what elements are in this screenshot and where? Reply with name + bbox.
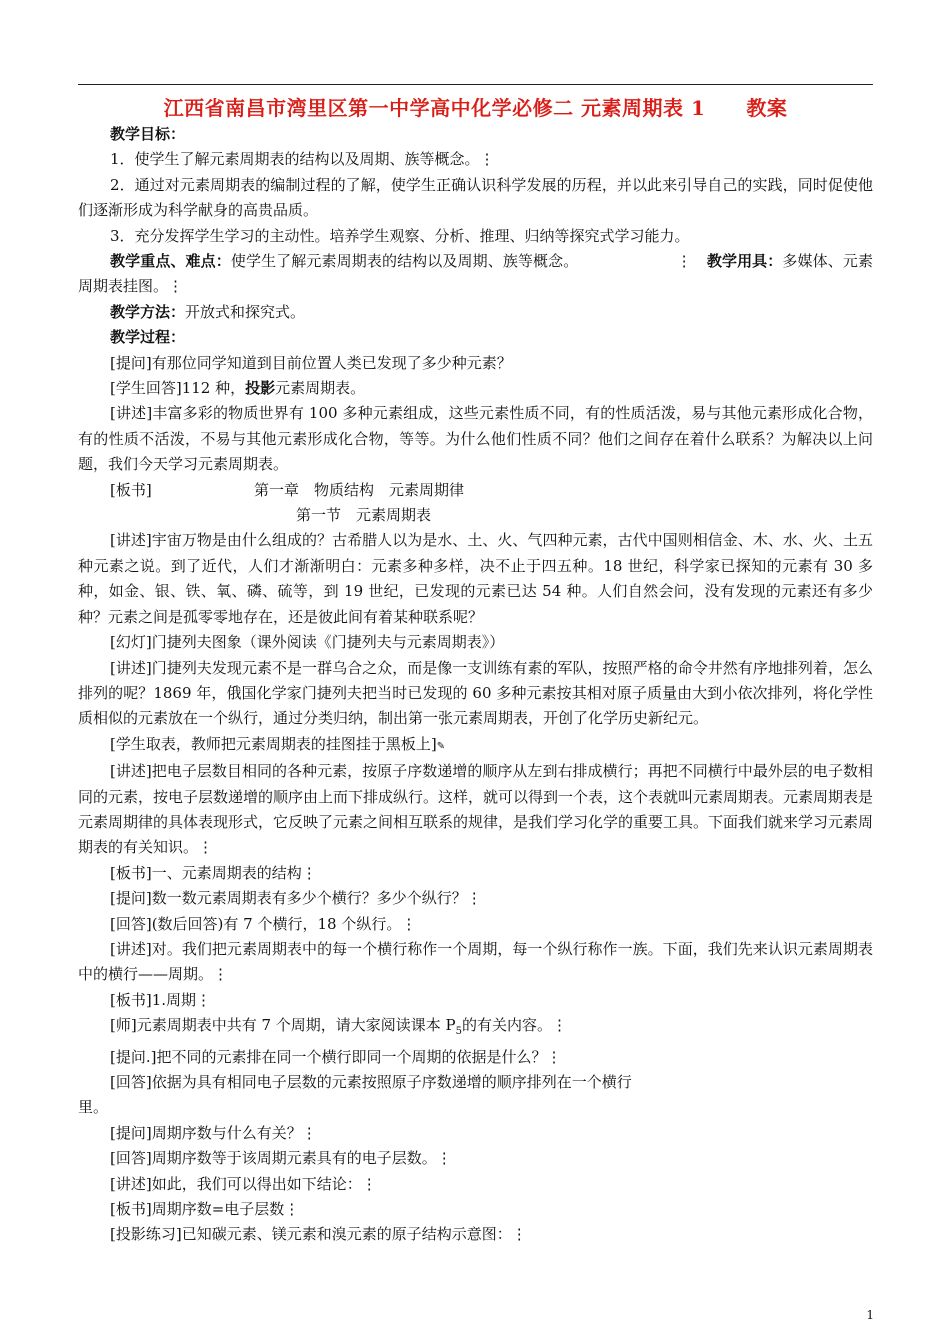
goal-3: 3．充分发挥学生学习的主动性。培养学生观察、分析、推理、归纳等探究式学习能力。 bbox=[110, 226, 690, 245]
line-question-3: [提问.]把不同的元素排在同一个横行即同一个周期的依据是什么？⋮ bbox=[110, 1047, 562, 1066]
line-lecture-2: [讲述]宇宙万物是由什么组成的？古希腊人以为是水、土、火、气四种元素，古代中国则相信金、木、水、火、土五种元素之说。到了近代，人们才渐渐明白：元素多种多样，决不止于四五种。18 世纪，科学家已探知的元素有 30 多种，如金、银、铁、氧、磷、硫等，到 19 世纪，已发现的元素已达 54 种。人们自然会问，没有发现的元素还有多少种？元素之间是孤零零地存在，还是彼此间有着某种联系呢？ bbox=[78, 531, 873, 626]
line-lecture-4: [讲述]把电子层数目相同的各种元素，按原子序数递增的顺序从左到右排成横行；再把不同横行中最外层的电子数相同的元素，按电子层数递增的顺序由上而下排成纵行。这样，就可以得到一个表，这个表就叫元素周期表。元素周期表是元素周期律的具体表现形式，它反映了元素之间相互联系的规律，是我们学习化学的重要工具。下面我们就来学习元素周期表的有关知识。⋮ bbox=[78, 762, 874, 857]
line-answer-4: [回答]周期序数等于该周期元素具有的电子层数。⋮ bbox=[110, 1149, 452, 1168]
key-points: 教学重点、难点：使学生了解元素周期表的结构以及周期、族等概念。 ⋮ 教学用具：多媒体、元素周期表挂图。⋮ bbox=[78, 252, 873, 296]
line-student-action: [学生取表，教师把元素周期表的挂图挂于黑板上]✎ bbox=[110, 734, 446, 753]
document-title: 江西省南昌市湾里区第一中学高中化学必修二 元素周期表 1 教案 bbox=[163, 96, 788, 120]
board-section: 第一节 元素周期表 bbox=[296, 506, 432, 525]
goals-heading: 教学目标： bbox=[110, 125, 186, 143]
header-rule bbox=[78, 84, 873, 85]
line-exercise: [投影练习]已知碳元素、镁元素和溴元素的原子结构示意图：⋮ bbox=[110, 1225, 527, 1244]
decorative-mark-icon: ✎ bbox=[436, 740, 446, 752]
goal-1: 1．使学生了解元素周期表的结构以及周期、族等概念。⋮ bbox=[110, 150, 495, 169]
line-question-4: [提问]周期序数与什么有关？⋮ bbox=[110, 1123, 317, 1142]
line-lecture-6: [讲述]如此，我们可以得出如下结论：⋮ bbox=[110, 1174, 377, 1193]
board-chapter: [板书] 第一章 物质结构 元素周期律 bbox=[110, 480, 465, 499]
line-board-period: [板书]1.周期⋮ bbox=[110, 990, 212, 1009]
teaching-method: 教学方法：开放式和探究式。 bbox=[110, 302, 306, 321]
line-question-1: [提问]有那位同学知道到目前位置人类已发现了多少种元素？ bbox=[110, 353, 512, 372]
document-body bbox=[78, 122, 873, 1248]
process-heading: 教学过程： bbox=[110, 328, 186, 347]
page-number: 1 bbox=[866, 1308, 874, 1322]
line-teacher: [师]元素周期表中共有 7 个周期，请大家阅读课本 $P_5$的有关内容。⋮ bbox=[110, 1016, 568, 1038]
line-answer-3b: 里。 bbox=[78, 1098, 109, 1117]
line-answer-3a: [回答]依据为具有相同电子层数的元素按照原子序数递增的顺序排列在一个横行 bbox=[110, 1073, 632, 1091]
line-board-structure: [板书]一、元素周期表的结构⋮ bbox=[110, 863, 317, 882]
goal-2: 2．通过对元素周期表的编制过程的了解，使学生正确认识科学发展的历程，并以此来引导自己的实践，同时促使他们逐渐形成为科学献身的高贵品质。 bbox=[78, 175, 873, 220]
line-question-2: [提问]数一数元素周期表有多少个横行？多少个纵行？⋮ bbox=[110, 889, 482, 908]
line-board-formula: [板书]周期序数=电子层数⋮ bbox=[110, 1200, 300, 1219]
line-lecture-3: [讲述]门捷列夫发现元素不是一群乌合之众，而是像一支训练有素的军队，按照严格的命令井然有序地排列着，怎么排列的呢？1869 年，俄国化学家门捷列夫把当时已发现的 60 多种元素按其相对原子质量由大到小依次排列，将化学性质相似的元素放在一个纵行，通过分类归纳，制出第一张元素周期表，开创了化学历史新纪元。 bbox=[78, 658, 873, 728]
line-slide: [幻灯]门捷列夫图象（课外阅读《门捷列夫与元素周期表》） bbox=[110, 633, 505, 652]
line-lecture-5: [讲述]对。我们把元素周期表中的每一个横行称作一个周期，每一个纵行称作一族。下面，我们先来认识元素周期表中的横行——周期。⋮ bbox=[78, 939, 873, 984]
line-answer-1: [学生回答]112 种，投影元素周期表。 bbox=[110, 379, 366, 398]
line-answer-2: [回答](数后回答)有 7 个横行，18 个纵行。⋮ bbox=[110, 914, 417, 933]
line-lecture-1: [讲述]丰富多彩的物质世界有 100 多种元素组成，这些元素性质不同，有的性质活泼，易与其他元素形成化合物，有的性质不活泼，不易与其他元素形成化合物，等等。为什么他们性质不同？他们之间存在着什么联系？为解决以上问题，我们今天学习元素周期表。 bbox=[78, 404, 873, 474]
